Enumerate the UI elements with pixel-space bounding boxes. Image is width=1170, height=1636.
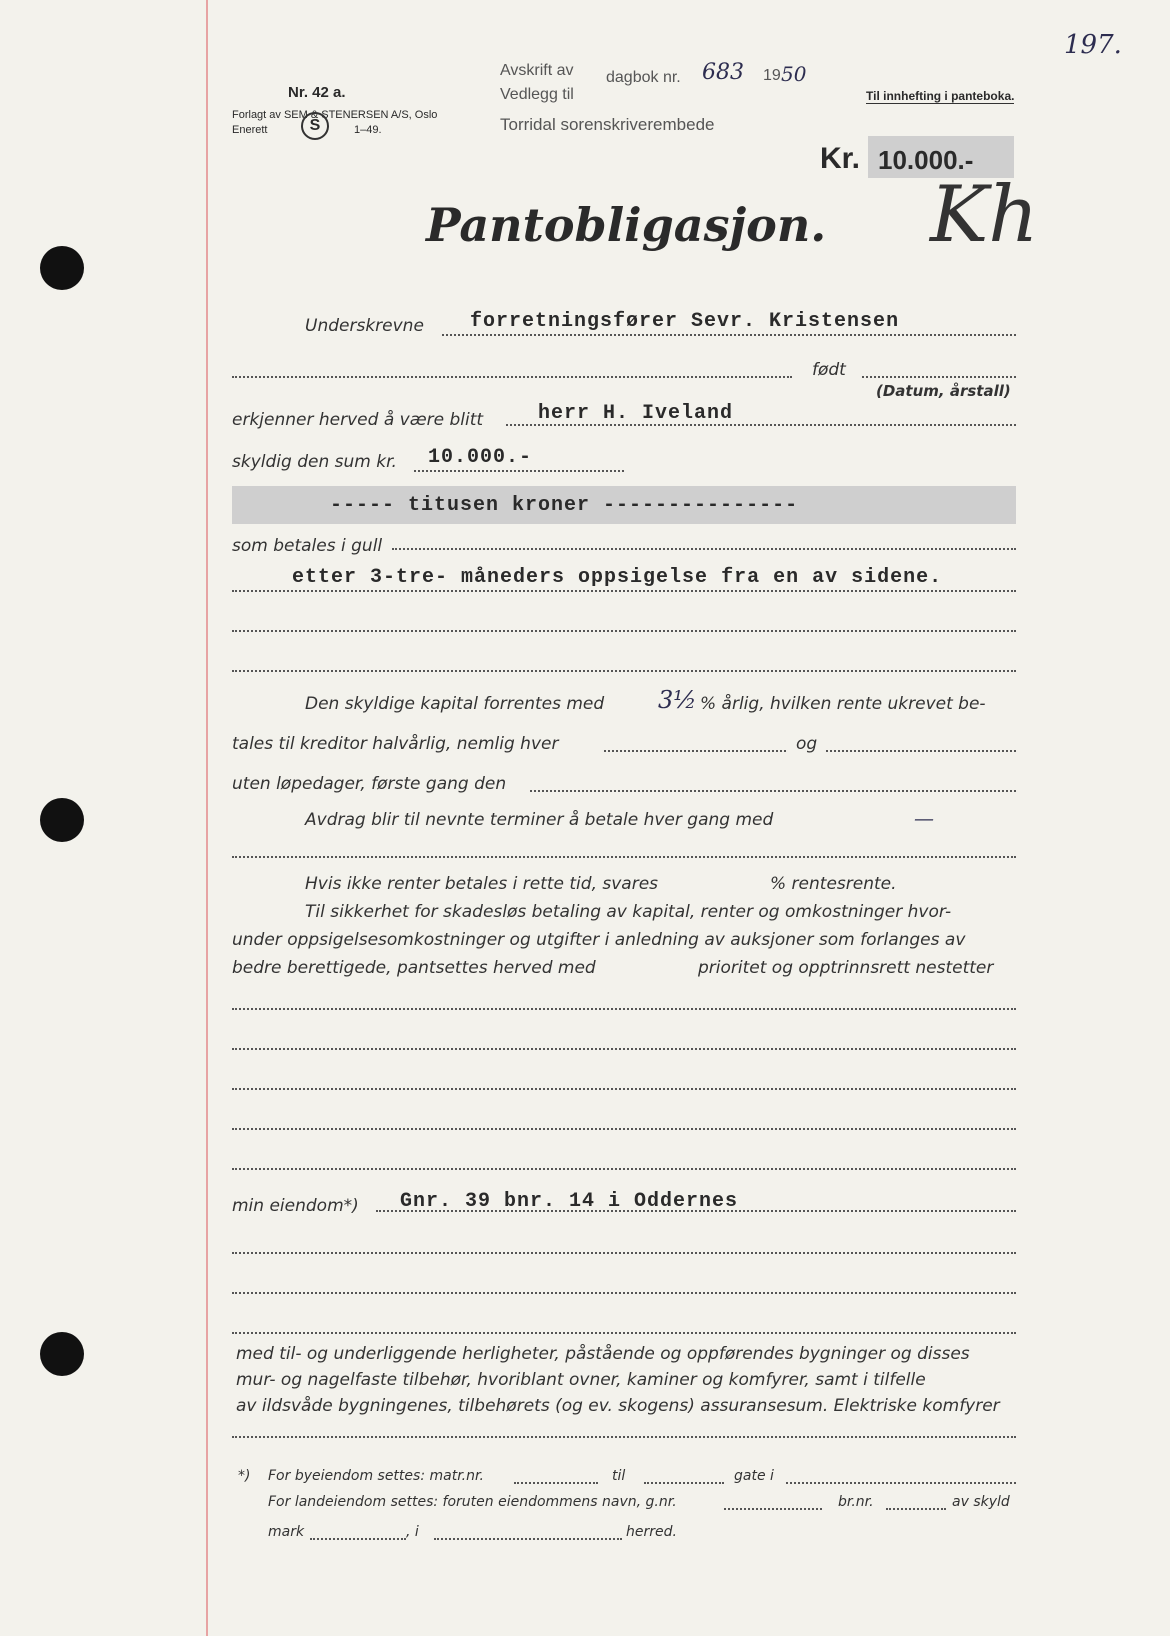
document-title: Pantobligasjon. (426, 198, 827, 252)
dotted-line (232, 1088, 1016, 1090)
avskrift-label: Avskrift av (500, 62, 574, 79)
erkjenner-label: erkjenner herved å være blitt (232, 410, 484, 430)
year-suffix: 50 (781, 62, 807, 86)
punch-hole (40, 798, 84, 842)
footnote-i: , i (406, 1524, 419, 1540)
punch-hole (40, 246, 84, 290)
avdrag-value: — (914, 806, 934, 830)
dotted-line (392, 548, 1016, 550)
rentesrente-label: % rentesrente. (770, 874, 897, 894)
kr-label: Kr. (820, 142, 861, 175)
herligheter-line-3: av ildsvåde bygningenes, tilbehørets (og ev. skogens) assuransesum. Elektriske komfyrer (236, 1396, 1000, 1416)
footnote-herred: herred. (626, 1524, 677, 1540)
dotted-line (530, 790, 1016, 792)
dotted-line (434, 1538, 622, 1540)
footnote-skyld: av skyld (952, 1494, 1010, 1510)
dotted-line (414, 470, 624, 472)
punch-hole (40, 1332, 84, 1376)
sum-words: ----- titusen kroner --------------- (330, 494, 799, 517)
dotted-line (232, 1436, 1016, 1438)
underskrevne-value: forretningsfører Sevr. Kristensen (470, 310, 900, 333)
dotted-line (514, 1482, 598, 1484)
sikkerhet-line-2: under oppsigelsesomkostninger og utgifter i anledning av auksjoner som forlanges av (232, 930, 966, 950)
rate-suffix: % årlig, hvilken rente ukrevet be- (700, 694, 986, 714)
publisher-line: Forlagt av SEM & STENERSEN A/S, Oslo (232, 109, 438, 121)
dotted-line (232, 1048, 1016, 1050)
office-name: Torridal sorenskriverembede (500, 115, 715, 134)
dotted-line (232, 1008, 1016, 1010)
publisher-date: 1–49. (354, 124, 382, 136)
datum-label: (Datum, årstall) (876, 382, 1011, 400)
dotted-line (862, 376, 1016, 378)
form-number: Nr. 42 a. (288, 84, 346, 101)
lopedager-label: uten løpedager, første gang den (232, 774, 507, 794)
dotted-line (826, 750, 1016, 752)
signature-initials: Kh (930, 170, 1039, 260)
footnote-mark: mark (268, 1524, 305, 1540)
vedlegg-label: Vedlegg til (500, 86, 574, 103)
sum-value: 10.000.- (428, 446, 533, 469)
sikkerhet-line-3a: bedre berettigede, pantsettes herved med (232, 958, 596, 978)
publisher-enerett: Enerett (232, 124, 268, 136)
innhefting-note: Til innhefting i panteboka. (866, 89, 1015, 103)
renter-label: Hvis ikke renter betales i rette tid, svares (305, 874, 659, 894)
fodt-label: født (812, 360, 846, 380)
dotted-line (644, 1482, 724, 1484)
avdrag-label: Avdrag blir til nevnte terminer å betale hver gang med (305, 810, 774, 830)
dotted-line (724, 1508, 822, 1510)
creditor-value: herr H. Iveland (538, 402, 734, 425)
year-prefix: 19 (763, 67, 781, 84)
dotted-line (232, 670, 1016, 672)
dotted-line (232, 1292, 1016, 1294)
dotted-line (786, 1482, 1016, 1484)
dotted-line (310, 1538, 406, 1540)
footnote-star: *) (238, 1468, 251, 1484)
dotted-line (232, 1252, 1016, 1254)
kr-amount: 10.000.- (878, 145, 974, 175)
dotted-line (604, 750, 786, 752)
footnote-landeiendom: For landeiendom settes: foruten eiendommens navn, g.nr. (268, 1494, 677, 1510)
rate-value: 3½ (658, 686, 697, 714)
dotted-line (232, 1128, 1016, 1130)
publisher-logo: S (301, 112, 329, 140)
margin-line (206, 0, 208, 1636)
sikkerhet-line-1: Til sikkerhet for skadesløs betaling av kapital, renter og omkostninger hvor- (305, 902, 952, 922)
dagbok-label: dagbok nr. (606, 69, 681, 86)
dotted-line (232, 630, 1016, 632)
underskrevne-label: Underskrevne (305, 316, 424, 336)
page-number: 197. (1064, 30, 1122, 60)
herligheter-line-1: med til- og underliggende herligheter, påstående og oppførendes bygninger og disses (236, 1344, 970, 1364)
dotted-line (232, 590, 1016, 592)
terms-value: etter 3-tre- måneders oppsigelse fra en av sidene. (292, 566, 943, 589)
gull-label: som betales i gull (232, 536, 383, 556)
dagbok-number: 683 (702, 60, 744, 85)
dotted-line (232, 856, 1016, 858)
skyldig-label: skyldig den sum kr. (232, 452, 397, 472)
footnote-gate: gate i (734, 1468, 774, 1484)
kapital-label: Den skyldige kapital forrentes med (305, 694, 605, 714)
footnote-til: til (612, 1468, 626, 1484)
eiendom-value: Gnr. 39 bnr. 14 i Oddernes (400, 1190, 739, 1213)
eiendom-label: min eiendom*) (232, 1196, 359, 1216)
herligheter-line-2: mur- og nagelfaste tilbehør, hvoriblant ovner, kaminer og komfyrer, samt i tilfelle (236, 1370, 926, 1390)
dotted-line (232, 376, 792, 378)
og-label: og (796, 734, 818, 754)
dotted-line (232, 1168, 1016, 1170)
dotted-line (886, 1508, 946, 1510)
sikkerhet-line-3b: prioritet og opptrinnsrett nestetter (698, 958, 994, 978)
footnote-brnr: br.nr. (838, 1494, 874, 1510)
halvarlig-label: tales til kreditor halvårlig, nemlig hver (232, 734, 559, 754)
dotted-line (442, 334, 1016, 336)
dotted-line (232, 1332, 1016, 1334)
footnote-byeiendom: For byeiendom settes: matr.nr. (268, 1468, 484, 1484)
